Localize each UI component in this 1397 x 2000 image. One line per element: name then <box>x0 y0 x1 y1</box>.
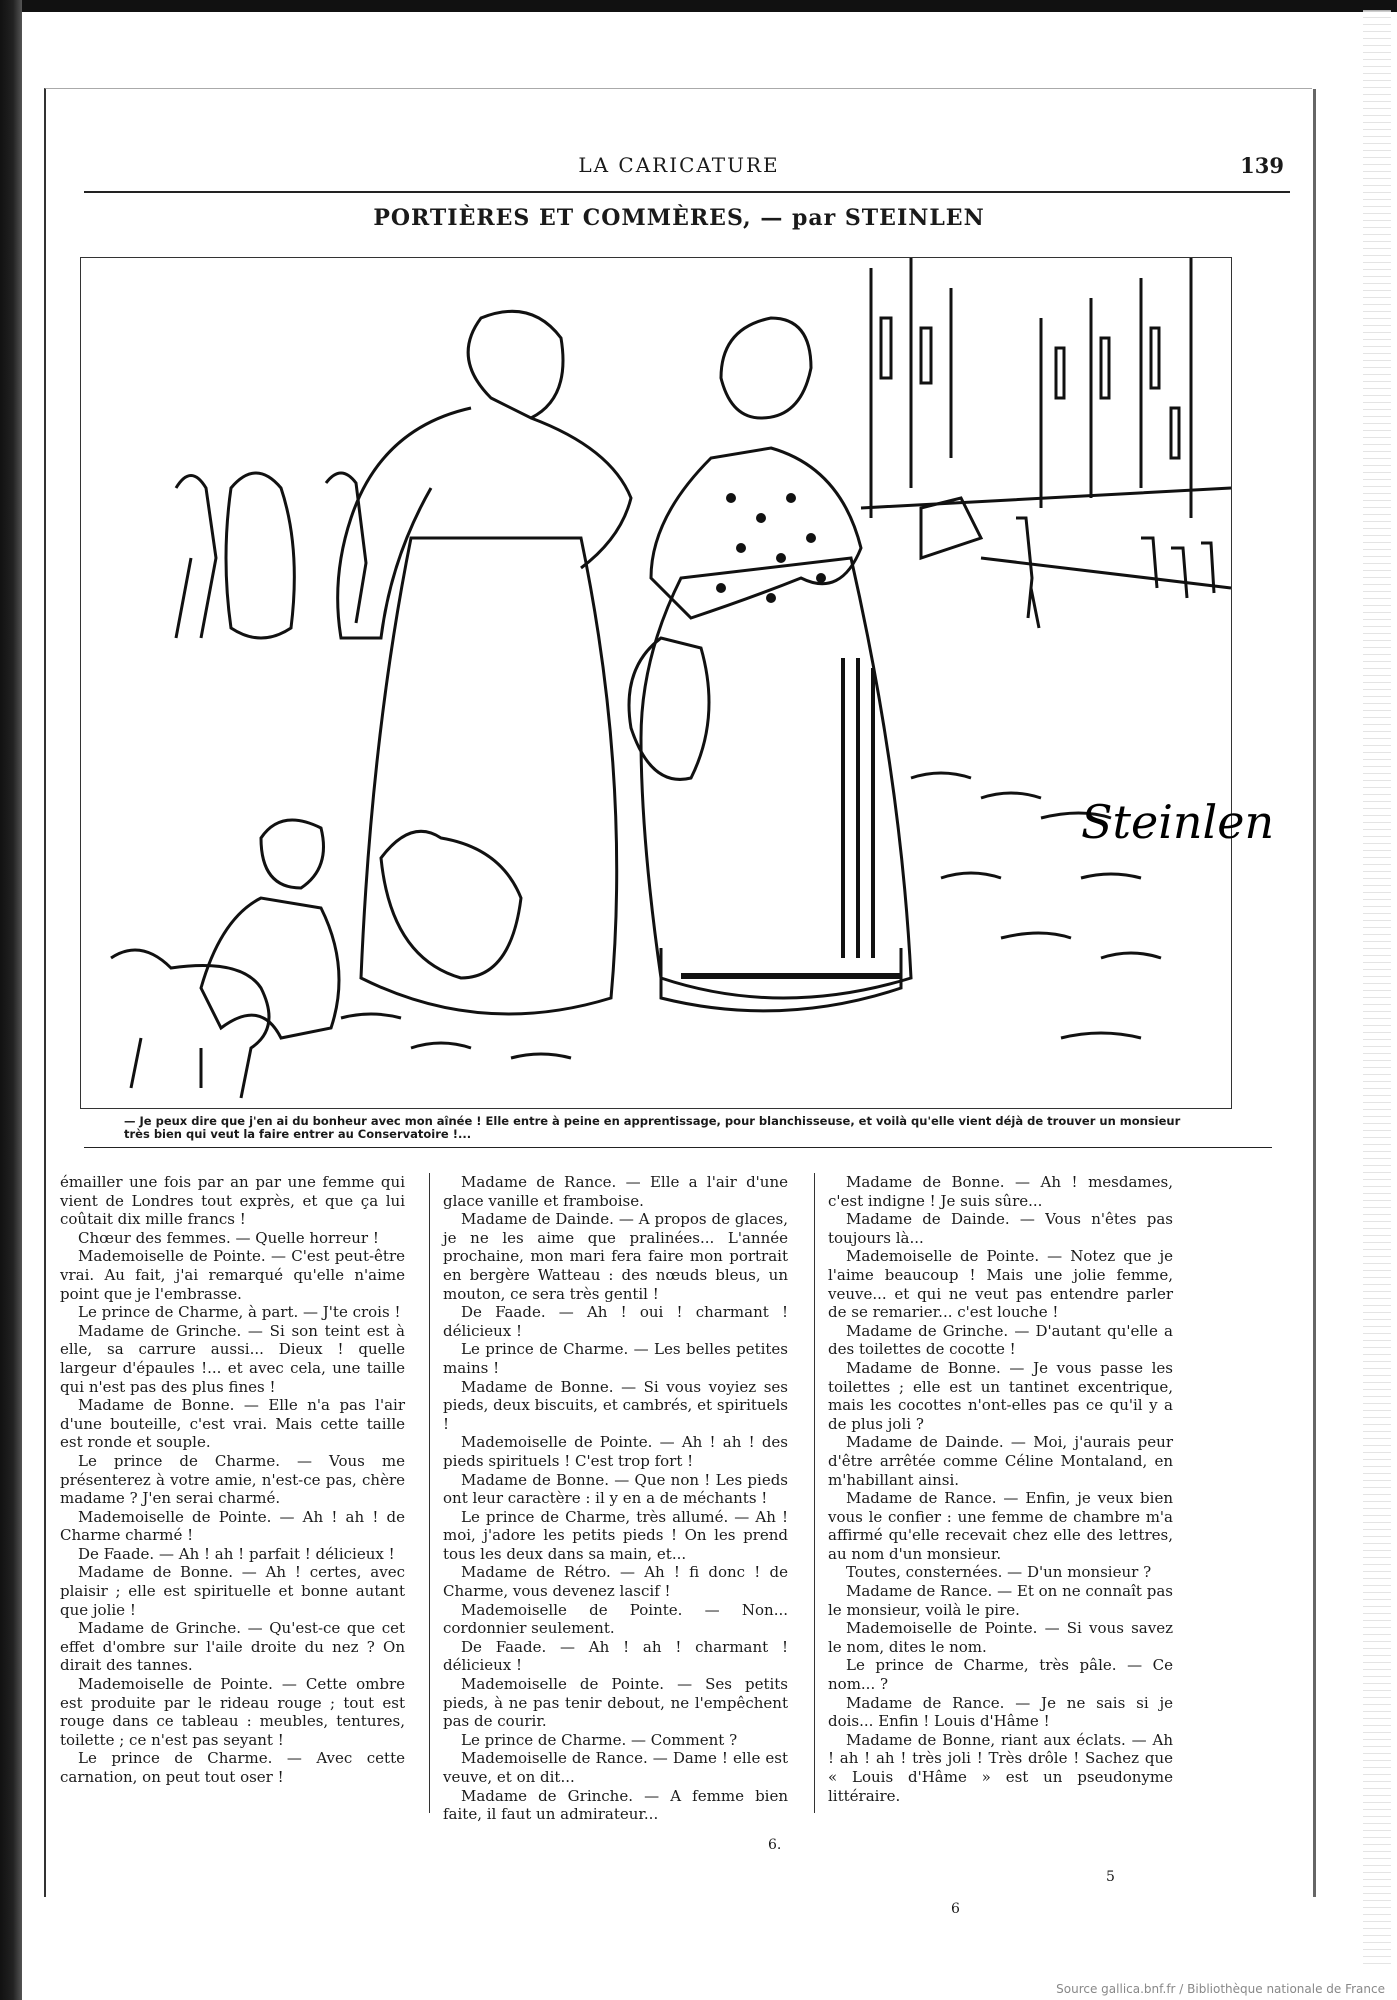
paragraph: De Faade. — Ah ! ah ! charmant ! délicieux ! <box>443 1637 788 1675</box>
page-stack-edge <box>1363 10 1391 1970</box>
paragraph: Madame de Rance. — Je ne sais si je dois... Enfin ! Louis d'Hâme ! <box>828 1693 1173 1731</box>
paragraph: Madame de Bonne. — Si vous voyiez ses pieds, deux biscuits, et cambrés, et spirituels ! <box>443 1377 788 1433</box>
paragraph: Le prince de Charme. — Vous me présenterez à votre amie, n'est-ce pas, chère madame ? J'en serai charmé. <box>60 1451 405 1508</box>
paragraph: Le prince de Charme. — Avec cette carnation, on peut tout oser ! <box>60 1749 405 1786</box>
paragraph: Chœur des femmes. — Quelle horreur ! <box>78 1228 379 1247</box>
paragraph: Madame de Bonne, riant aux éclats. — Ah ! ah ! ah ! très joli ! Très drôle ! Sachez que « Louis d'Hâme » est un pseudonyme littéraire. <box>828 1730 1173 1805</box>
street-scene-drawing <box>81 258 1275 1108</box>
paragraph: Mademoiselle de Pointe. — Cette ombre est produite par le rideau rouge ; tout est rouge dans ce tableau : meubles, tentures, toilette ; ce n'est pas seyant ! <box>60 1675 405 1749</box>
footer-mark: 6 <box>951 1901 960 1917</box>
footer-mark: 5 <box>1106 1869 1115 1885</box>
paragraph: Mademoiselle de Pointe. — Si vous savez le nom, dites le nom. <box>828 1619 1173 1656</box>
paragraph: Madame de Bonne. — Que non ! Les pieds ont leur caractère : il y en a de méchants ! <box>443 1470 788 1508</box>
paragraph: Madame de Dainde. — Moi, j'aurais peur d'être arrêtée comme Céline Montaland, en m'habillant ainsi. <box>828 1433 1173 1489</box>
paragraph: Madame de Grinche. — Qu'est-ce que cet effet d'ombre sur l'aile droite du nez ? On dirait des tannes. <box>60 1619 405 1675</box>
cartoon-caption: — Je peux dire que j'en ai du bonheur avec mon aînée ! Elle entre à peine en apprentissage, pour blanchisseuse, et voilà qu'elle vient déjà de trouver un monsieur très bien qui veut la faire entrer au Conservatoire !... <box>124 1114 1181 1141</box>
paragraph: émailler une fois par an par une femme qui vient de Londres tout exprès, et que ça lui coûtait dix mille francs ! <box>60 1173 405 1229</box>
paragraph: Madame de Rance. — Elle a l'air d'une glace vanille et framboise. <box>443 1173 788 1210</box>
source-attribution: Source gallica.bnf.fr / Bibliothèque nationale de France <box>1056 1982 1385 1996</box>
paragraph: Le prince de Charme, très pâle. — Ce nom... ? <box>828 1656 1173 1694</box>
paragraph: Mademoiselle de Pointe. — Ses petits pieds, à ne pas tenir debout, ne l'empêchent pas de courir. <box>443 1675 788 1731</box>
paragraph: De Faade. — Ah ! oui ! charmant ! délicieux ! <box>443 1303 788 1340</box>
paragraph: Madame de Bonne. — Je vous passe les toilettes ; elle est un tantinet excentrique, mais les cocottes n'ont-elles pas ce qu'il y a de plus joli ? <box>828 1358 1173 1433</box>
book-binding-edge <box>0 0 22 2000</box>
page-edge-shadow <box>1313 89 1316 1897</box>
paragraph: Madame de Bonne. — Elle n'a pas l'air d'une bouteille, c'est vrai. Mais cette taille est ronde et souple. <box>60 1396 405 1452</box>
paragraph: Madame de Bonne. — Ah ! mesdames, c'est indigne ! Je suis sûre... <box>828 1173 1173 1210</box>
footer-mark: 6. <box>768 1837 782 1853</box>
scan-top-edge <box>0 0 1397 12</box>
page-number: 139 <box>1240 153 1284 178</box>
paragraph: Madame de Grinche. — A femme bien faite, il faut un admirateur... <box>443 1786 788 1824</box>
paragraph: Madame de Rétro. — Ah ! fi donc ! de Charme, vous devenez lascif ! <box>443 1563 788 1601</box>
paragraph: Mademoiselle de Pointe. — Non... cordonnier seulement. <box>443 1600 788 1638</box>
paragraph: Mademoiselle de Pointe. — C'est peut-être vrai. Au fait, j'ai remarqué qu'elle n'aime point que je l'embrasse. <box>60 1247 405 1303</box>
newspaper-page <box>44 88 1312 1917</box>
artist-signature: Steinlen <box>1081 795 1275 849</box>
paragraph: Mademoiselle de Pointe. — Ah ! ah ! des pieds spirituels ! C'est trop fort ! <box>443 1433 788 1470</box>
column-rule <box>429 1173 430 1813</box>
text-column-3 <box>828 1173 1173 1805</box>
paragraph: Madame de Dainde. — A propos de glaces, je ne les aime que pralinées... L'année prochaine, mon mari fera faire mon portrait en bergère Watteau : des nœuds bleus, un mouton, ce sera très gentil ! <box>443 1210 788 1303</box>
paragraph: De Faade. — Ah ! ah ! parfait ! délicieux ! <box>78 1544 395 1563</box>
paragraph: Le prince de Charme, très allumé. — Ah ! moi, j'adore les petits pieds ! On les prend tous les deux dans sa main, et... <box>443 1507 788 1563</box>
paragraph: Madame de Dainde. — Vous n'êtes pas toujours là... <box>828 1210 1173 1247</box>
paragraph: Le prince de Charme. — Les belles petites mains ! <box>443 1340 788 1377</box>
paragraph: Le prince de Charme. — Comment ? <box>461 1730 738 1749</box>
caption-rule <box>84 1147 1272 1148</box>
text-column-2 <box>443 1173 788 1824</box>
header-rule <box>84 191 1290 193</box>
paragraph: Mademoiselle de Rance. — Dame ! elle est veuve, et on dit... <box>443 1749 788 1786</box>
running-title: LA CARICATURE <box>578 153 780 177</box>
paragraph: Le prince de Charme, à part. — J'te crois ! <box>78 1303 401 1322</box>
paragraph: Madame de Grinche. — D'autant qu'elle a des toilettes de cocotte ! <box>828 1321 1173 1359</box>
paragraph: Toutes, consternées. — D'un monsieur ? <box>846 1563 1152 1582</box>
paragraph: Mademoiselle de Pointe. — Ah ! ah ! de Charme charmé ! <box>60 1507 405 1545</box>
paragraph: Madame de Rance. — Enfin, je veux bien vous le confier : une femme de chambre m'a affirmé qu'elle recevait chez elle des lettres, au nom d'un monsieur. <box>828 1489 1173 1563</box>
paragraph: Madame de Bonne. — Ah ! certes, avec plaisir ; elle est spirituelle et bonne autant que jolie ! <box>60 1563 405 1619</box>
paragraph: Mademoiselle de Pointe. — Notez que je l'aime beaucoup ! Mais une jolie femme, veuve... et qui ne veut pas entendre parler de se remarier... c'est louche ! <box>828 1247 1173 1322</box>
cartoon-title: PORTIÈRES ET COMMÈRES, — par STEINLEN <box>373 205 985 231</box>
paragraph: Madame de Rance. — Et on ne connaît pas le monsieur, voilà le pire. <box>828 1582 1173 1619</box>
text-column-1 <box>60 1173 405 1787</box>
column-rule <box>814 1173 815 1813</box>
cartoon-illustration <box>80 257 1275 1109</box>
running-head <box>46 153 1312 183</box>
paragraph: Madame de Grinche. — Si son teint est à elle, sa carrure aussi... Dieux ! quelle largeur d'épaules !... et avec cela, une taille qui n'est pas des plus fines ! <box>60 1321 405 1396</box>
